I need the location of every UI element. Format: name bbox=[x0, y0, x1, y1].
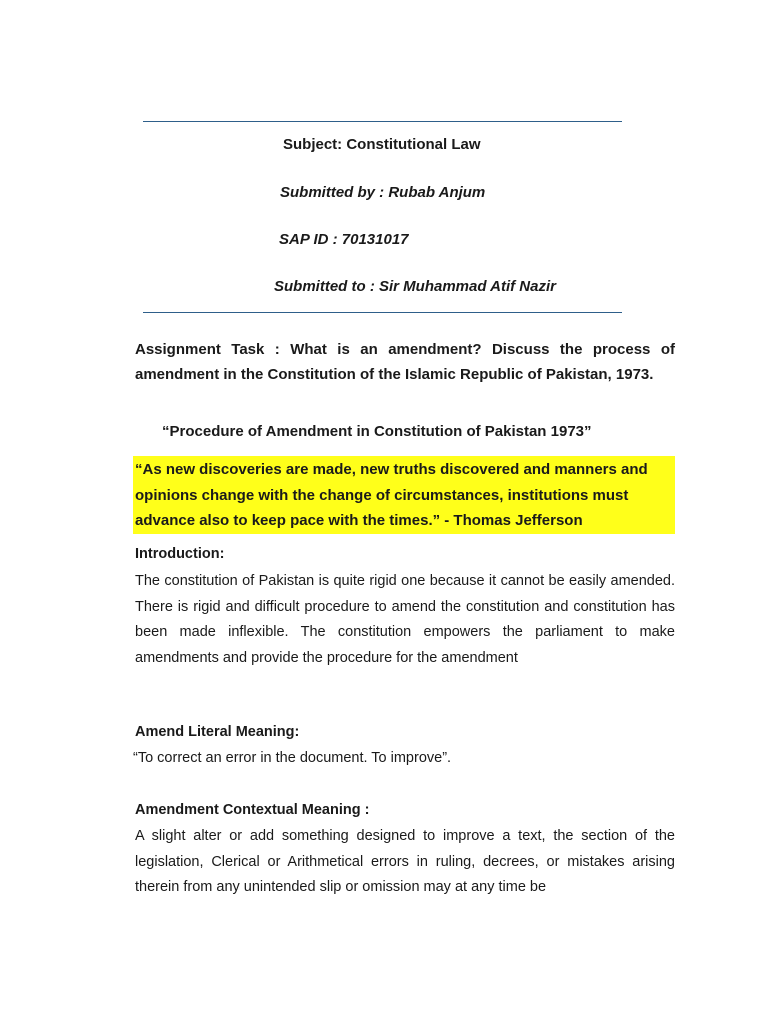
literal-meaning-text: “To correct an error in the document. To improve”. bbox=[133, 750, 452, 766]
assignment-task: Assignment Task : What is an amendment? Discuss the process of amendment in the Constitution of the Islamic Republic of Pakistan, 1973. bbox=[135, 341, 675, 383]
top-divider bbox=[143, 121, 622, 122]
jefferson-quote bbox=[135, 457, 675, 534]
quote-line-3: advance also to keep pace with the times.” - Thomas Jefferson bbox=[135, 512, 583, 529]
subject-line: Subject: Constitutional Law bbox=[283, 136, 481, 153]
submitted-to-line: Submitted to : Sir Muhammad Atif Nazir bbox=[274, 278, 556, 295]
bottom-divider bbox=[143, 312, 622, 313]
introduction-heading: Introduction: bbox=[135, 546, 225, 562]
contextual-meaning-text: A slight alter or add something designed to improve a text, the section of the legislation, Clerical or Arithmetical errors in ruling, decrees, or mistakes arising therein from any unintended slip or omission may at any time be bbox=[135, 828, 675, 895]
introduction-text: The constitution of Pakistan is quite rigid one because it cannot be easily amended. There is rigid and difficult procedure to amend the constitution and constitution has been made inflexible. The constitution empowers the parliament to make amendments and provide the procedure for the amendment bbox=[135, 573, 675, 666]
contextual-meaning-heading: Amendment Contextual Meaning : bbox=[135, 802, 370, 818]
procedure-title: “Procedure of Amendment in Constitution of Pakistan 1973” bbox=[162, 423, 592, 440]
sap-id-line: SAP ID : 70131017 bbox=[279, 231, 409, 248]
submitted-by-line: Submitted by : Rubab Anjum bbox=[280, 184, 486, 201]
literal-meaning-heading: Amend Literal Meaning: bbox=[135, 724, 300, 740]
quote-line-2: opinions change with the change of circumstances, institutions must bbox=[135, 486, 629, 504]
quote-line-1: “As new discoveries are made, new truths discovered and manners and bbox=[135, 461, 648, 478]
